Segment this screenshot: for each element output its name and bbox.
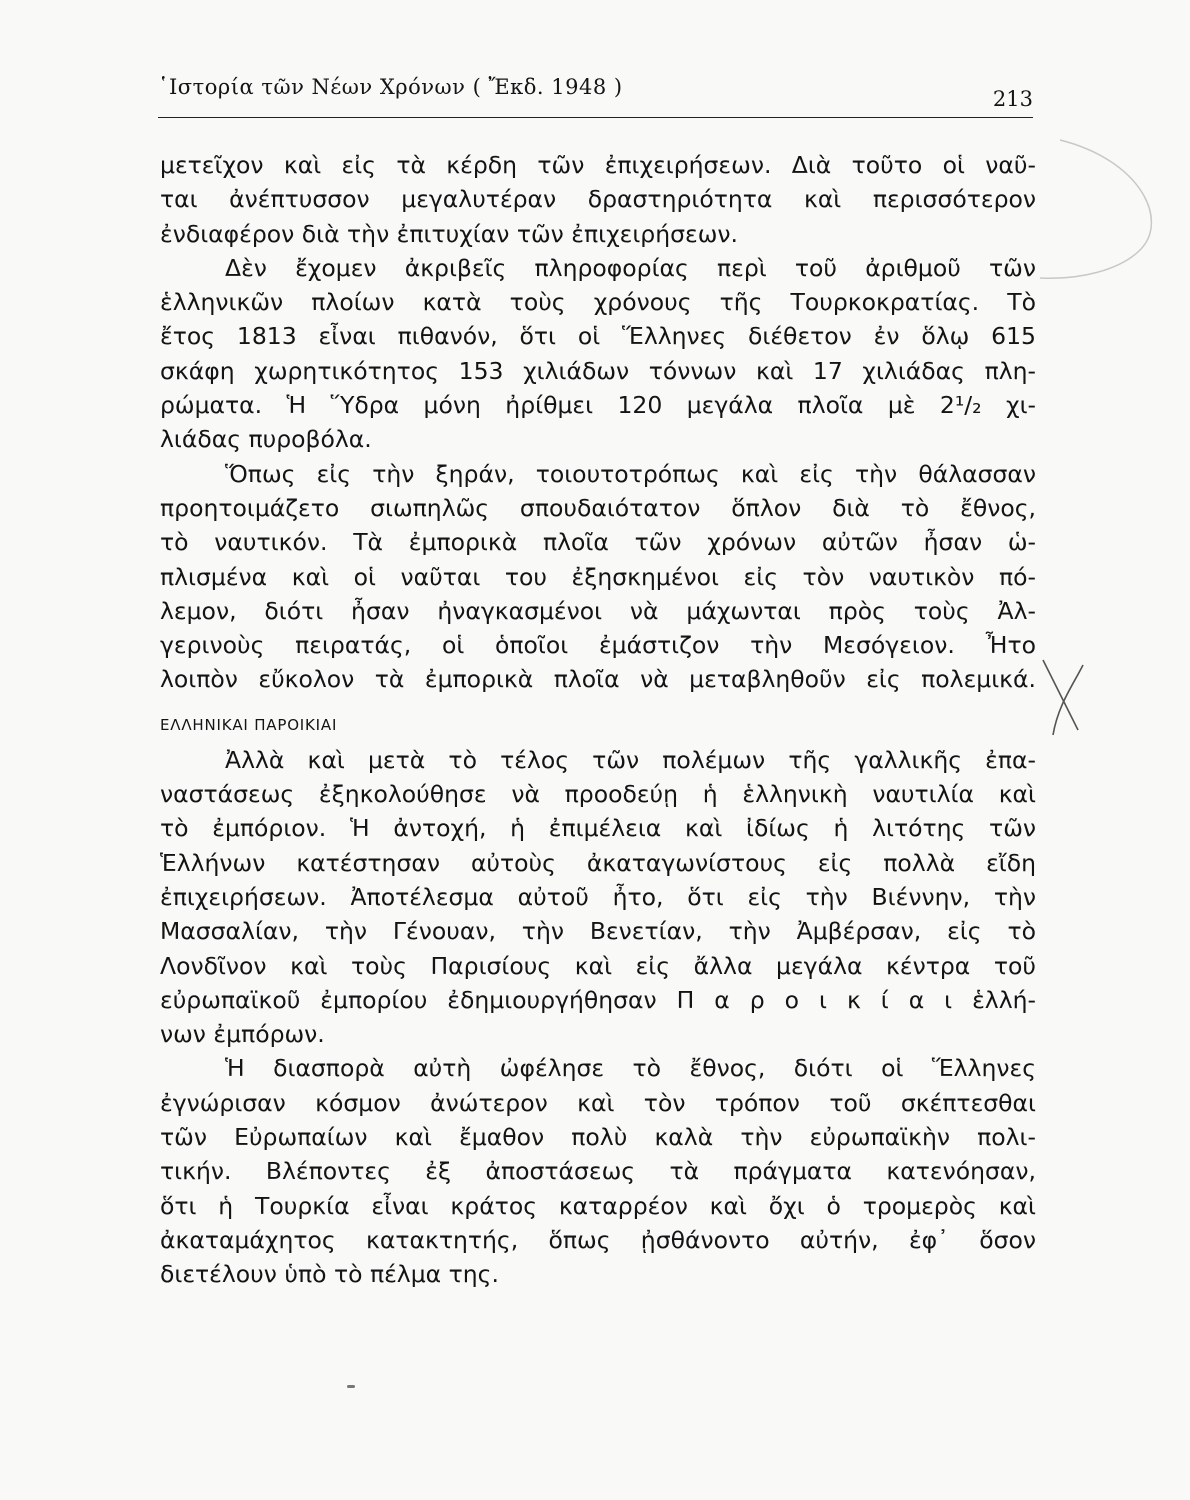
text-line: Ἀλλὰ καὶ μετὰ τὸ τέλος τῶν πολέμων τῆς γαλλικῆς ἐπα- (225, 745, 1036, 774)
text-line: εὐρωπαϊκοῦ ἐμπορίου ἐδημιουργήθησαν Π α ρ ο ι κ ί α ι ἑλλή- (160, 985, 1036, 1014)
text-line: γερινοὺς πειρατάς, οἱ ὁποῖοι ἐμάστιζον τὴν Μεσόγειον. Ἦτο (160, 631, 1036, 660)
text-line: πλισμένα καὶ οἱ ναῦται του ἐξησκημένοι εἰς τὸν ναυτικὸν πό- (160, 562, 1036, 591)
header-rule (158, 117, 1033, 118)
paragraph (160, 251, 1036, 457)
text-line: λοιπὸν εὔκολον τὰ ἐμπορικὰ πλοῖα νὰ μεταβληθοῦν εἰς πολεμικά. (160, 665, 1036, 694)
paragraph (160, 457, 1036, 697)
text-line: σκάφη χωρητικότητος 153 χιλιάδων τόννων καὶ 17 χιλιάδας πλη- (160, 356, 1036, 385)
text-line: διετέλουν ὑπὸ τὸ πέλμα της. (160, 1260, 499, 1289)
text-line: Δὲν ἔχομεν ἀκριβεῖς πληροφορίας περὶ τοῦ ἀριθμοῦ τῶν (225, 253, 1036, 282)
text-line: Λονδῖνον καὶ τοὺς Παρισίους καὶ εἰς ἄλλα μεγάλα κέντρα τοῦ (160, 951, 1036, 980)
pencil-x-mark (1028, 650, 1098, 740)
paragraph (160, 148, 1036, 251)
text-line: προητοιμάζετο σιωπηλῶς σπουδαιότατον ὅπλον διὰ τὸ ἔθνος, (160, 493, 1036, 522)
body-text (160, 148, 1036, 1292)
text-line: Μασσαλίαν, τὴν Γένουαν, τὴν Βενετίαν, τὴν Ἀμβέρσαν, εἰς τὸ (160, 917, 1036, 946)
paragraph (160, 1051, 1036, 1291)
text-line: τὸ ναυτικόν. Τὰ ἐμπορικὰ πλοῖα τῶν χρόνων αὐτῶν ἦσαν ὡ- (160, 528, 1036, 557)
text-line: ἑλληνικῶν πλοίων κατὰ τοὺς χρόνους τῆς Τουρκοκρατίας. Τὸ (160, 288, 1036, 317)
text-line: μετεῖχον καὶ εἰς τὰ κέρδη τῶν ἐπιχειρήσεων. Διὰ τοῦτο οἱ ναῦ- (160, 151, 1036, 179)
stray-mark (347, 1385, 355, 1388)
text-line: λιάδας πυροβόλα. (160, 425, 372, 454)
text-line: ἀκαταμάχητος κατακτητής, ὅπως ᾐσθάνοντο αὐτήν, ἐφ᾿ ὅσον (160, 1225, 1036, 1254)
paragraph (160, 743, 1036, 1052)
page-number: 213 (992, 87, 1033, 111)
text-line: ἐγνώρισαν κόσμον ἀνώτερον καὶ τὸν τρόπον τοῦ σκέπτεσθαι (160, 1088, 1036, 1117)
text-line: τῶν Εὐρωπαίων καὶ ἔμαθον πολὺ καλὰ τὴν εὐρωπαϊκὴν πολι- (160, 1123, 1036, 1152)
text-line: τικήν. Βλέποντες ἐξ ἀποστάσεως τὰ πράγματα κατενόησαν, (160, 1157, 1036, 1186)
running-title: ῾Ιστορία τῶν Νέων Χρόνων ( Ἔκδ. 1948 ) (158, 75, 623, 99)
text-line: τὸ ἐμπόριον. Ἡ ἀντοχή, ἡ ἐπιμέλεια καὶ ἰδίως ἡ λιτότης τῶν (160, 814, 1036, 843)
text-line: ὅτι ἡ Τουρκία εἶναι κράτος καταρρέον καὶ ὄχι ὁ τρομερὸς καὶ (160, 1191, 1036, 1220)
pencil-arc-mark (1020, 130, 1190, 290)
text-line: ἐνδιαφέρον διὰ τὴν ἐπιτυχίαν τῶν ἐπιχειρήσεων. (160, 219, 738, 248)
text-line: ἔτος 1813 εἶναι πιθανόν, ὅτι οἱ Ἕλληνες διέθετον ἐν ὅλῳ 615 (160, 322, 1036, 351)
text-line: νων ἐμπόρων. (160, 1020, 325, 1049)
section-heading: ΕΛΛΗΝΙΚΑΙ ΠΑΡΟΙΚΙΑΙ (160, 715, 338, 734)
text-line: Ἡ διασπορὰ αὐτὴ ὠφέλησε τὸ ἔθνος, διότι οἱ Ἕλληνες (225, 1054, 1036, 1083)
text-line: ναστάσεως ἐξηκολούθησε νὰ προοδεύῃ ἡ ἑλληνικὴ ναυτιλία καὶ (160, 780, 1036, 809)
text-line: Ἑλλήνων κατέστησαν αὐτοὺς ἀκαταγωνίστους εἰς πολλὰ εἴδη (160, 848, 1036, 877)
page-header (158, 75, 1033, 111)
text-line: ρώματα. Ἡ Ὕδρα μόνη ἠρίθμει 120 μεγάλα πλοῖα μὲ 2¹/₂ χι- (160, 391, 1036, 420)
text-line: Ὅπως εἰς τὴν ξηράν, τοιουτοτρόπως καὶ εἰς τὴν θάλασσαν (225, 459, 1036, 488)
text-line: ἐπιχειρήσεων. Ἀποτέλεσμα αὐτοῦ ἦτο, ὅτι εἰς τὴν Βιέννην, τὴν (160, 882, 1036, 911)
text-line: λεμον, διότι ἦσαν ἠναγκασμένοι νὰ μάχωνται πρὸς τοὺς Ἀλ- (160, 596, 1036, 625)
text-line: ται ἀνέπτυσσον μεγαλυτέραν δραστηριότητα καὶ περισσότερον (160, 185, 1036, 214)
